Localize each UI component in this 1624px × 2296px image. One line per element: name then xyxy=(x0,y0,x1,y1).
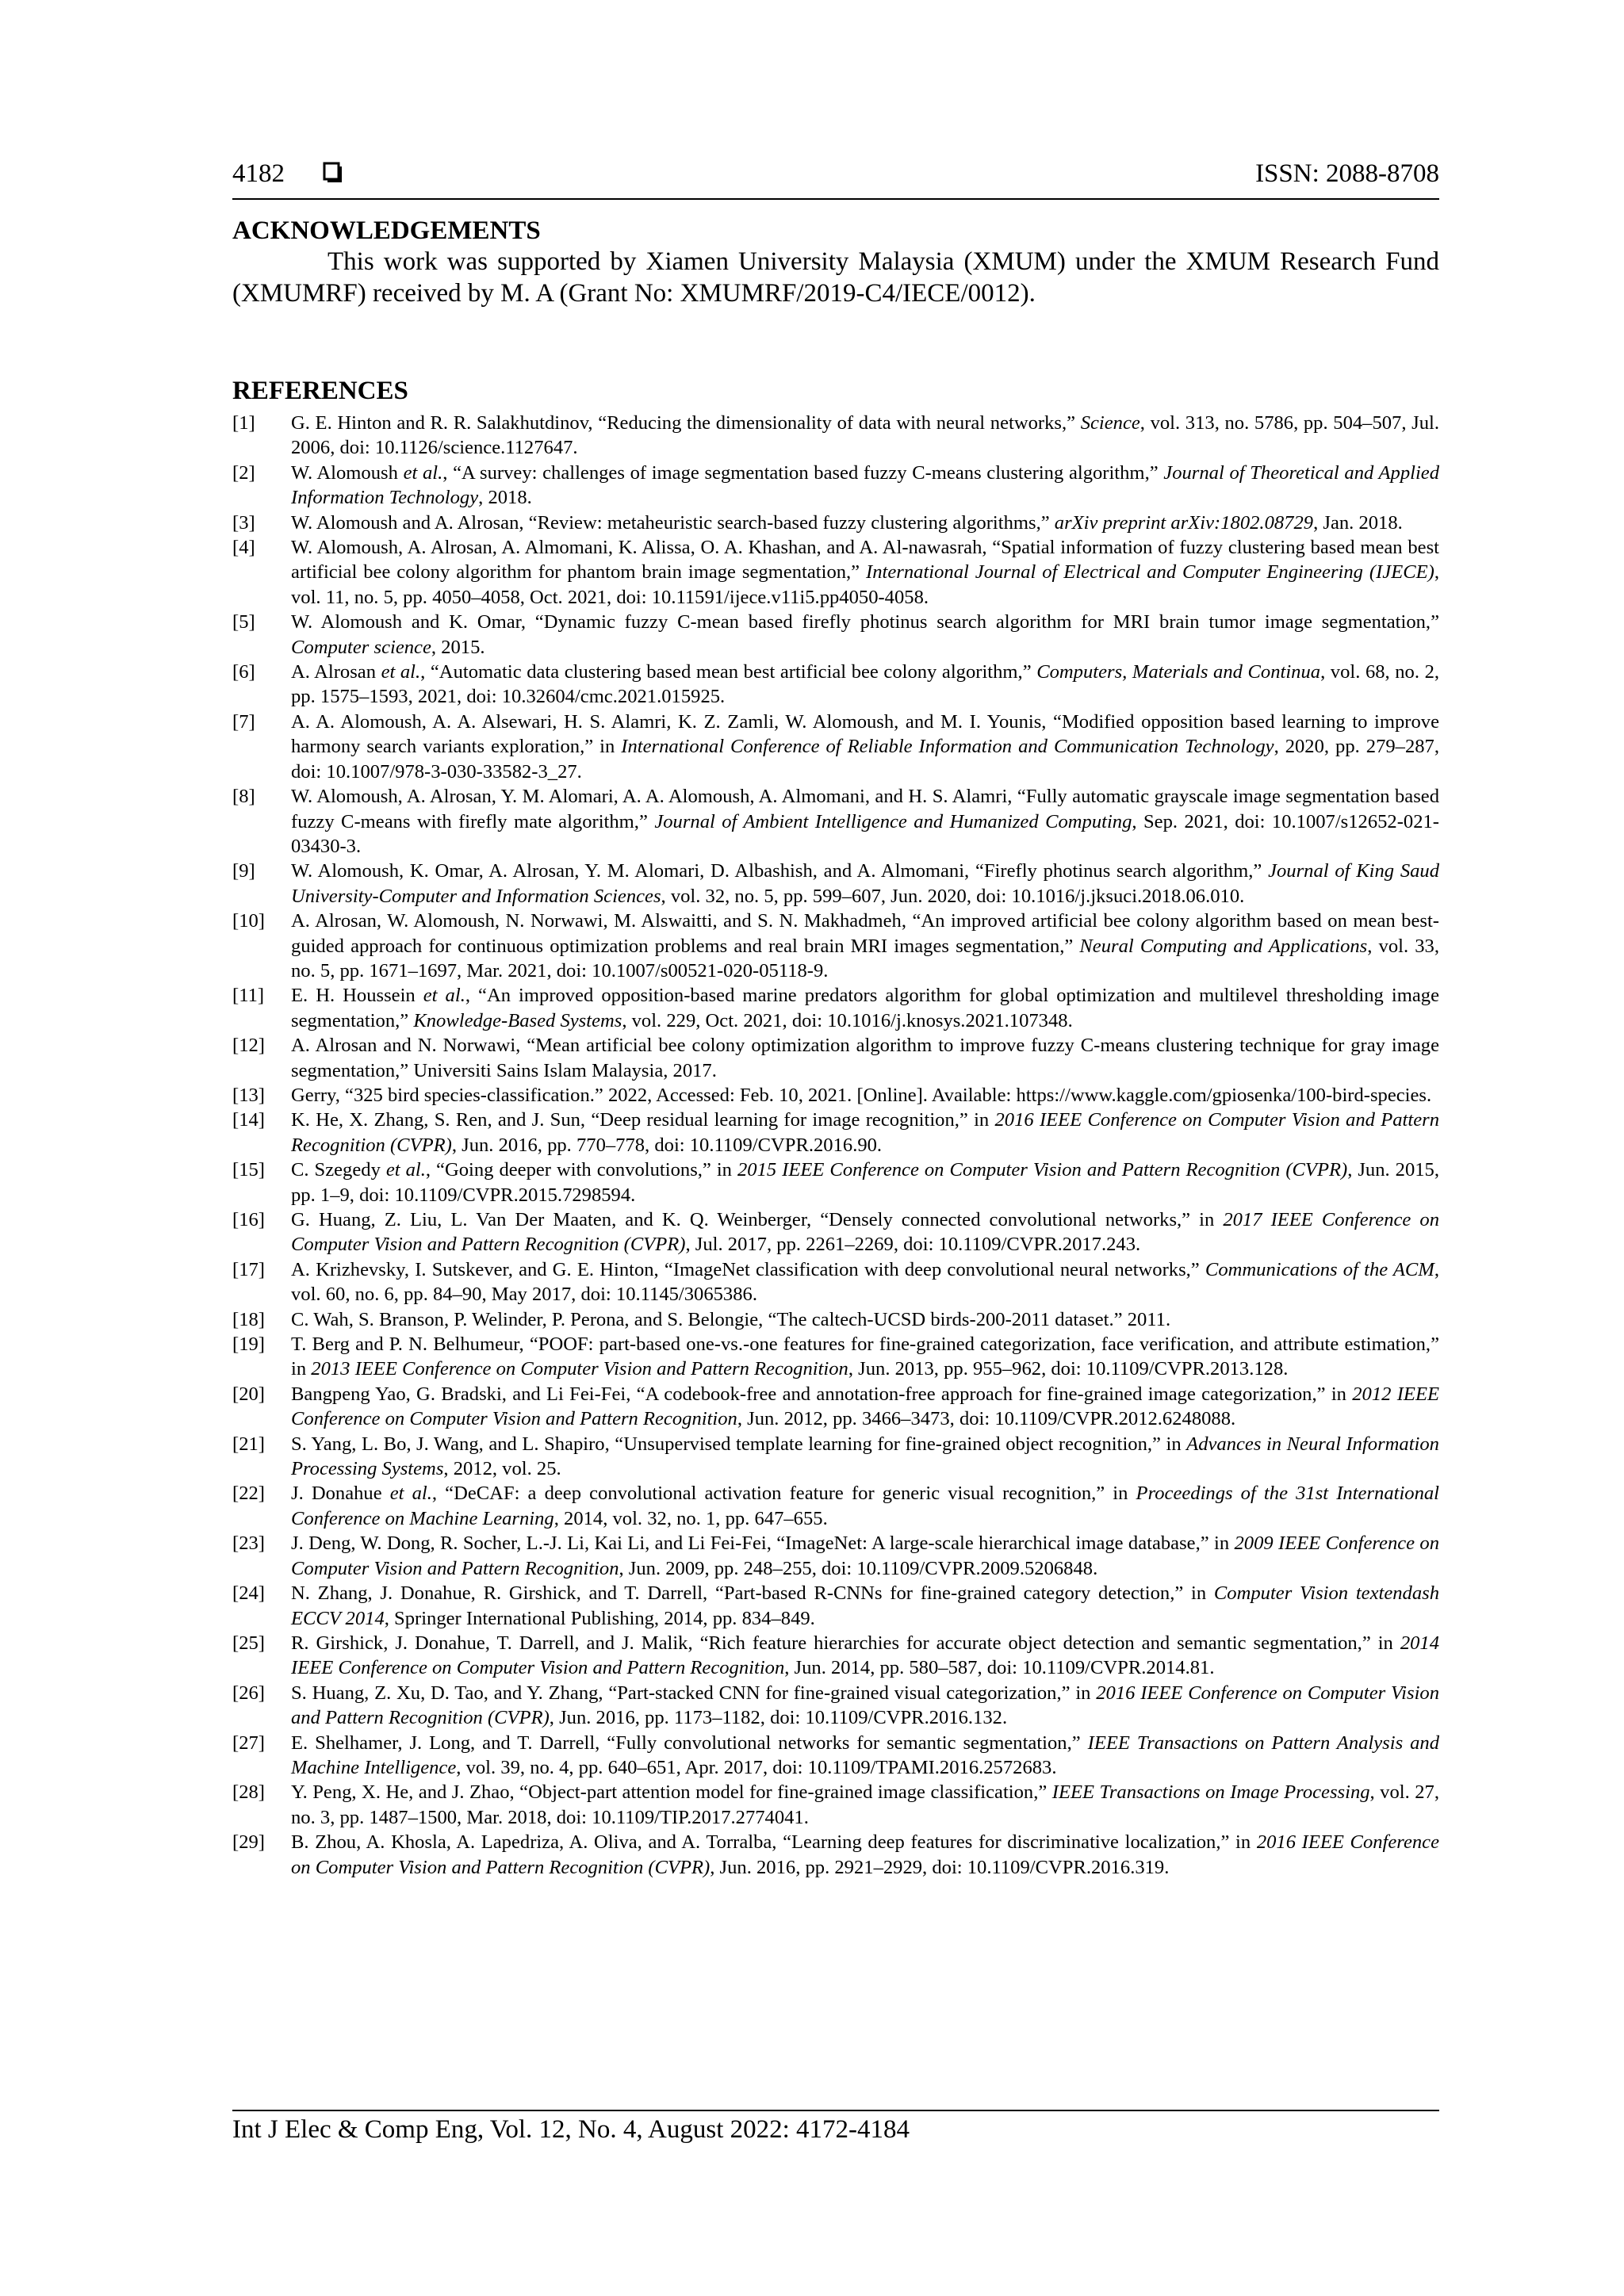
reference-number: [7] xyxy=(232,710,255,733)
reference-segment: , 2018. xyxy=(478,487,532,509)
reference-item xyxy=(232,1830,1439,1880)
reference-item xyxy=(232,660,1439,710)
reference-segment: W. Alomoush xyxy=(291,461,404,484)
reference-item xyxy=(232,1780,1439,1830)
reference-segment: , 2014, vol. 32, no. 1, pp. 647–655. xyxy=(553,1507,828,1529)
references-heading: REFERENCES xyxy=(232,377,408,405)
reference-venue: Knowledge-Based Systems xyxy=(413,1009,622,1031)
reference-segment: T. Berg and P. N. Belhumeur, “POOF: part-based one-vs.-one features for fine-grained categorization, face verification, and attribute estimation,” in xyxy=(291,1334,1439,1380)
reference-item xyxy=(232,1681,1439,1731)
reference-segment: , Jun. 2013, pp. 955–962, doi: 10.1109/CVPR.2013.128. xyxy=(848,1358,1289,1380)
reference-segment: A. Krizhevsky, I. Sutskever, and G. E. Hinton, “ImageNet classification with deep convolutional neural networks,” xyxy=(291,1258,1205,1280)
reference-item xyxy=(232,1332,1439,1382)
reference-venue: arXiv preprint arXiv:1802.08729 xyxy=(1054,511,1314,534)
reference-item xyxy=(232,411,1439,461)
page-footer: Int J Elec & Comp Eng, Vol. 12, No. 4, August 2022: 4172-4184 xyxy=(232,2115,910,2144)
reference-text xyxy=(291,1780,1439,1830)
reference-segment: E. Shelhamer, J. Long, and T. Darrell, “Fully convolutional networks for semantic segmentation,” xyxy=(291,1732,1088,1754)
reference-segment: S. Yang, L. Bo, J. Wang, and L. Shapiro, “Unsupervised template learning for fine-grained object recognition,” in xyxy=(291,1433,1187,1455)
reference-item xyxy=(232,1158,1439,1207)
reference-text xyxy=(291,1631,1439,1681)
reference-item xyxy=(232,610,1439,660)
reference-item xyxy=(232,1108,1439,1158)
reference-number: [26] xyxy=(232,1682,265,1704)
reference-text xyxy=(291,411,1439,461)
reference-segment: , “Automatic data clustering based mean best artificial bee colony algorithm,” xyxy=(420,661,1037,683)
reference-segment: , Jun. 2016, pp. 2921–2929, doi: 10.1109/CVPR.2016.319. xyxy=(710,1856,1170,1878)
reference-segment: G. E. Hinton and R. R. Salakhutdinov, “Reducing the dimensionality of data with neural networks,” xyxy=(291,412,1081,434)
reference-segment: , 2012, vol. 25. xyxy=(443,1458,561,1480)
reference-text xyxy=(291,1033,1439,1083)
reference-item xyxy=(232,511,1439,535)
reference-venue: Journal of Ambient Intelligence and Humanized Computing xyxy=(654,810,1132,832)
reference-text xyxy=(291,1731,1439,1781)
reference-venue: 2016 IEEE Conference on Computer Vision and Pattern Recognition (CVPR) xyxy=(291,1109,1439,1156)
reference-venue: 2013 IEEE Conference on Computer Vision and Pattern Recognition xyxy=(311,1358,848,1380)
reference-segment: W. Alomoush and A. Alrosan, “Review: metaheuristic search-based fuzzy clustering algorithms,” xyxy=(291,511,1055,534)
reference-venue: et al. xyxy=(423,985,465,1007)
reference-number: [5] xyxy=(232,611,255,633)
acknowledgements-section xyxy=(232,216,1439,309)
reference-segment: B. Zhou, A. Khosla, A. Lapedriza, A. Oliva, and A. Torralba, “Learning deep features for discriminative localization,” in xyxy=(291,1831,1257,1854)
reference-segment: G. Huang, Z. Liu, L. Van Der Maaten, and K. Q. Weinberger, “Densely connected convolutional networks,” in xyxy=(291,1209,1224,1230)
reference-venue: Computer science xyxy=(291,636,431,658)
reference-venue: Proceedings of the 31st International Conference on Machine Learning xyxy=(291,1483,1440,1529)
reference-segment: , vol. 39, no. 4, pp. 640–651, Apr. 2017, doi: 10.1109/TPAMI.2016.2572683. xyxy=(456,1756,1057,1778)
reference-text xyxy=(291,1681,1439,1731)
references-section xyxy=(232,376,1439,1880)
reference-number: [16] xyxy=(232,1209,265,1230)
reference-text xyxy=(291,610,1439,660)
reference-segment: J. Donahue xyxy=(291,1483,390,1505)
reference-venue: IEEE Transactions on Image Processing xyxy=(1051,1781,1370,1804)
reference-text xyxy=(291,1257,1439,1307)
reference-segment: S. Huang, Z. Xu, D. Tao, and Y. Zhang, “Part-stacked CNN for fine-grained visual categorization,” in xyxy=(291,1682,1097,1704)
reference-text xyxy=(291,1083,1439,1108)
reference-segment: C. Szegedy xyxy=(291,1159,386,1181)
reference-text xyxy=(291,1158,1439,1207)
reference-segment: K. He, X. Zhang, S. Ren, and J. Sun, “Deep residual learning for image recognition,” in xyxy=(291,1109,995,1131)
reference-item xyxy=(232,784,1439,859)
reference-text xyxy=(291,535,1439,610)
reference-segment: , “DeCAF: a deep convolutional activation feature for generic visual recognition,” in xyxy=(431,1483,1136,1505)
reference-number: [13] xyxy=(232,1084,265,1106)
reference-segment: , Jun. 2014, pp. 580–587, doi: 10.1109/CVPR.2014.81. xyxy=(784,1657,1215,1679)
reference-number: [9] xyxy=(232,860,255,882)
reference-segment: N. Zhang, J. Donahue, R. Girshick, and T. Darrell, “Part-based R-CNNs for fine-grained category detection,” in xyxy=(291,1582,1214,1605)
reference-text xyxy=(291,859,1439,909)
reference-number: [22] xyxy=(232,1483,265,1505)
reference-segment: Gerry, “325 bird species-classification.” 2022, Accessed: Feb. 10, 2021. [Online]. Available: https://www.kaggle.com/gpiosenka/100-bird-species. xyxy=(291,1084,1432,1106)
reference-number: [28] xyxy=(232,1781,265,1804)
reference-item xyxy=(232,983,1439,1033)
reference-venue: et al. xyxy=(381,661,421,683)
reference-item xyxy=(232,461,1439,511)
reference-segment: , “Going deeper with convolutions,” in xyxy=(425,1159,737,1181)
reference-segment: E. H. Houssein xyxy=(291,985,423,1007)
reference-segment: A. A. Alomoush, A. A. Alsewari, H. S. Alamri, K. Z. Zamli, W. Alomoush, and M. I. Younis, “Modified opposition based learning to improve harmony search variants exploration,” in xyxy=(291,710,1439,758)
reference-venue: International Journal of Electrical and Computer Engineering (IJECE) xyxy=(866,561,1434,584)
reference-item xyxy=(232,909,1439,983)
acknowledgements-heading: ACKNOWLEDGEMENTS xyxy=(232,216,541,245)
reference-segment: A. Alrosan, W. Alomoush, N. Norwawi, M. Alswaitti, and S. N. Makhadmeh, “An improved artificial bee colony algorithm based on mean best-guided approach for continuous optimization problems and real brain MRI images segmentation,” xyxy=(291,910,1439,957)
reference-number: [15] xyxy=(232,1159,265,1181)
acknowledgements-body: This work was supported by Xiamen University Malaysia (XMUM) under the XMUM Research Fund (XMUMRF) received by M. A (Grant No: XMUMRF/2019-C4/IECE/0012). xyxy=(232,247,1439,308)
reference-segment: Bangpeng Yao, G. Bradski, and Li Fei-Fei, “A codebook-free and annotation-free approach for fine-grained image categorization,” in xyxy=(291,1383,1353,1405)
reference-venue: 2016 IEEE Conference on Computer Vision and Pattern Recognition (CVPR) xyxy=(291,1831,1439,1878)
reference-segment: , 2020, pp. 279–287, doi: 10.1007/978-3-030-33582-3_27. xyxy=(291,736,1440,783)
reference-text xyxy=(291,784,1439,859)
reference-segment: , Jun. 2012, pp. 3466–3473, doi: 10.1109/CVPR.2012.6248088. xyxy=(737,1408,1236,1430)
reference-item xyxy=(232,1083,1439,1108)
reference-number: [19] xyxy=(232,1334,265,1356)
reference-segment: , vol. 313, no. 5786, pp. 504–507, Jul. 2006, doi: 10.1126/science.1127647. xyxy=(291,412,1440,459)
reference-segment: , Jun. 2016, pp. 1173–1182, doi: 10.1109/CVPR.2016.132. xyxy=(549,1707,1008,1729)
reference-segment: , vol. 27, no. 3, pp. 1487–1500, Mar. 2018, doi: 10.1109/TIP.2017.2774041. xyxy=(291,1781,1439,1828)
reference-segment: A. Alrosan xyxy=(291,661,381,683)
reference-number: [25] xyxy=(232,1632,265,1654)
reference-text xyxy=(291,1531,1439,1581)
reference-text xyxy=(291,511,1439,535)
page-header xyxy=(232,155,1439,192)
reference-number: [20] xyxy=(232,1383,265,1405)
reference-segment: W. Alomoush, A. Alrosan, Y. M. Alomari, A. A. Alomoush, A. Almomani, and H. S. Alamri, “Fully automatic grayscale image segmentation based fuzzy C-means with firefly mate algorithm,” xyxy=(291,786,1439,832)
reference-venue: 2017 IEEE Conference on Computer Vision and Pattern Recognition (CVPR) xyxy=(291,1209,1439,1256)
reference-item xyxy=(232,1731,1439,1781)
reference-text xyxy=(291,1481,1439,1531)
reference-text xyxy=(291,1581,1439,1631)
reference-item xyxy=(232,1382,1439,1432)
reference-venue: 2016 IEEE Conference on Computer Vision and Pattern Recognition (CVPR) xyxy=(291,1682,1439,1729)
reference-item xyxy=(232,1581,1439,1631)
reference-segment: , Jun. 2009, pp. 248–255, doi: 10.1109/CVPR.2009.5206848. xyxy=(619,1557,1098,1579)
reference-venue: Neural Computing and Applications xyxy=(1079,935,1368,957)
reference-number: [10] xyxy=(232,910,265,932)
reference-number: [24] xyxy=(232,1582,265,1605)
reference-segment: , Springer International Publishing, 2014, pp. 834–849. xyxy=(384,1607,815,1629)
reference-item xyxy=(232,1631,1439,1681)
reference-number: [11] xyxy=(232,985,265,1007)
reference-segment: , “A survey: challenges of image segmentation based fuzzy C-means clustering algorithm,” xyxy=(442,461,1164,484)
reference-item xyxy=(232,1481,1439,1531)
reference-segment: , 2015. xyxy=(431,636,485,658)
reference-text xyxy=(291,461,1439,511)
reference-item xyxy=(232,1531,1439,1581)
reference-list xyxy=(232,411,1439,1880)
reference-number: [2] xyxy=(232,461,255,484)
reference-number: [21] xyxy=(232,1433,265,1455)
reference-segment: W. Alomoush, A. Alrosan, A. Almomani, K. Alissa, O. A. Khashan, and A. Al-nawasrah, “Spatial information of fuzzy clustering based mean best artificial bee colony algorithm for phantom brain image segmentation,” xyxy=(291,537,1439,584)
reference-text xyxy=(291,909,1439,983)
header-rule xyxy=(232,198,1439,200)
reference-number: [12] xyxy=(232,1035,265,1057)
reference-item xyxy=(232,535,1439,610)
reference-venue: Communications of the ACM xyxy=(1205,1258,1434,1280)
reference-segment: , Jun. 2015, pp. 1–9, doi: 10.1109/CVPR.2015.7298594. xyxy=(291,1159,1439,1206)
reference-segment: , Sep. 2021, doi: 10.1007/s12652-021-03430-3. xyxy=(291,810,1440,857)
reference-text xyxy=(291,983,1439,1033)
reference-venue: et al. xyxy=(389,1483,432,1505)
reference-number: [17] xyxy=(232,1258,265,1280)
reference-text xyxy=(291,1207,1439,1257)
square-box-icon xyxy=(323,162,343,184)
reference-venue: 2015 IEEE Conference on Computer Vision and Pattern Recognition (CVPR) xyxy=(737,1159,1348,1181)
reference-item xyxy=(232,1033,1439,1083)
reference-number: [6] xyxy=(232,661,255,683)
reference-text xyxy=(291,1830,1439,1880)
reference-number: [4] xyxy=(232,537,255,559)
reference-number: [27] xyxy=(232,1732,265,1754)
reference-segment: W. Alomoush and K. Omar, “Dynamic fuzzy C-mean based firefly photinus search algorithm for MRI brain tumor image segmentation,” xyxy=(291,611,1439,633)
reference-text xyxy=(291,1108,1439,1158)
reference-venue: et al. xyxy=(385,1159,426,1181)
reference-segment: , vol. 32, no. 5, pp. 599–607, Jun. 2020, doi: 10.1016/j.jksuci.2018.06.010. xyxy=(661,885,1245,907)
reference-venue: Science xyxy=(1080,412,1140,434)
reference-item xyxy=(232,1432,1439,1482)
reference-venue: 2009 IEEE Conference on Computer Vision and Pattern Recognition xyxy=(291,1533,1440,1579)
reference-segment: J. Deng, W. Dong, R. Socher, L.-J. Li, Kai Li, and Li Fei-Fei, “ImageNet: A large-scale hierarchical image database,” in xyxy=(291,1533,1235,1555)
reference-number: [1] xyxy=(232,412,255,434)
reference-number: [3] xyxy=(232,511,255,534)
reference-venue: 2014 IEEE Conference on Computer Vision and Pattern Recognition xyxy=(291,1632,1439,1679)
reference-segment: , vol. 11, no. 5, pp. 4050–4058, Oct. 2021, doi: 10.11591/ijece.v11i5.pp4050-4058. xyxy=(291,561,1439,608)
issn-label: ISSN: 2088-8708 xyxy=(1255,159,1439,188)
reference-number: [23] xyxy=(232,1533,265,1555)
reference-segment: , Jul. 2017, pp. 2261–2269, doi: 10.1109/CVPR.2017.243. xyxy=(685,1234,1141,1256)
reference-segment: , vol. 68, no. 2, pp. 1575–1593, 2021, doi: 10.32604/cmc.2021.015925. xyxy=(291,661,1440,708)
reference-segment: , Jun. 2016, pp. 770–778, doi: 10.1109/CVPR.2016.90. xyxy=(451,1134,883,1156)
page-number: 4182 xyxy=(232,159,285,188)
reference-number: [18] xyxy=(232,1308,265,1330)
reference-item xyxy=(232,710,1439,784)
reference-text xyxy=(291,1307,1439,1332)
reference-segment: C. Wah, S. Branson, P. Welinder, P. Perona, and S. Belongie, “The caltech-UCSD birds-200-2011 dataset.” 2011. xyxy=(291,1308,1171,1330)
reference-venue: Computer Vision textendash ECCV 2014 xyxy=(291,1582,1439,1629)
reference-item xyxy=(232,859,1439,909)
reference-venue: et al. xyxy=(403,461,443,484)
reference-venue: Advances in Neural Information Processing Systems xyxy=(291,1433,1439,1480)
reference-item xyxy=(232,1257,1439,1307)
reference-number: [8] xyxy=(232,786,255,808)
reference-venue: IEEE Transactions on Pattern Analysis and Machine Intelligence xyxy=(291,1732,1439,1778)
reference-segment: R. Girshick, J. Donahue, T. Darrell, and J. Malik, “Rich feature hierarchies for accurate object detection and semantic segmentation,” in xyxy=(291,1632,1400,1654)
reference-segment: W. Alomoush, K. Omar, A. Alrosan, Y. M. Alomari, D. Albashish, and A. Almomani, “Firefly photinus search algorithm,” xyxy=(291,860,1269,882)
reference-number: [14] xyxy=(232,1109,265,1131)
reference-segment: A. Alrosan and N. Norwawi, “Mean artificial bee colony optimization algorithm to improve fuzzy C-means clustering technique for gray image segmentation,” Universiti Sains Islam Malaysia, 2017. xyxy=(291,1035,1439,1081)
reference-number: [29] xyxy=(232,1831,265,1854)
reference-venue: International Conference of Reliable Information and Communication Technology xyxy=(621,736,1274,758)
reference-segment: , vol. 60, no. 6, pp. 84–90, May 2017, doi: 10.1145/3065386. xyxy=(291,1258,1439,1306)
reference-text xyxy=(291,1432,1439,1482)
reference-venue: Journal of King Saud University-Computer and Information Sciences xyxy=(291,860,1440,907)
reference-venue: 2012 IEEE Conference on Computer Vision and Pattern Recognition xyxy=(291,1383,1439,1430)
reference-venue: Computers, Materials and Continua xyxy=(1036,661,1321,683)
reference-text xyxy=(291,710,1439,784)
reference-segment: , vol. 33, no. 5, pp. 1671–1697, Mar. 2021, doi: 10.1007/s00521-020-05118-9. xyxy=(291,935,1439,982)
reference-segment: , vol. 229, Oct. 2021, doi: 10.1016/j.knosys.2021.107348. xyxy=(622,1009,1073,1031)
reference-segment: , “An improved opposition-based marine predators algorithm for global optimization and multilevel thresholding image segmentation,” xyxy=(291,985,1439,1031)
reference-segment: , Jan. 2018. xyxy=(1313,511,1403,534)
reference-text xyxy=(291,1382,1439,1432)
reference-item xyxy=(232,1207,1439,1257)
reference-segment: Y. Peng, X. He, and J. Zhao, “Object-part attention model for fine-grained image classification,” xyxy=(291,1781,1052,1804)
reference-item xyxy=(232,1307,1439,1332)
reference-text xyxy=(291,660,1439,710)
reference-text xyxy=(291,1332,1439,1382)
reference-venue: Journal of Theoretical and Applied Information Technology xyxy=(291,461,1439,509)
